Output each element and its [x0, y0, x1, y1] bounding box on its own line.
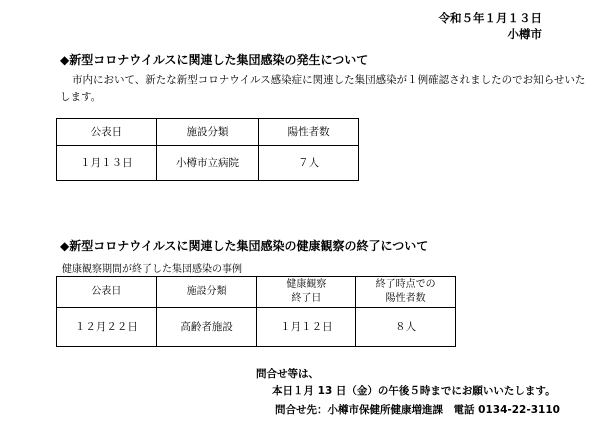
- section1-heading: ◆新型コロナウイルスに関連した集団感染の発生について: [60, 53, 369, 67]
- table1-header-facility: 施設分類: [156, 119, 259, 146]
- table2-cell-positives: ８人: [356, 308, 456, 347]
- issue-date: 令和５年１月１３日: [438, 11, 542, 25]
- table1-cell-facility: 小樽市立病院: [156, 146, 259, 181]
- section2-heading: ◆新型コロナウイルスに関連した集団感染の健康観察の終了について: [60, 239, 429, 253]
- table1-header-positives: 陽性者数: [259, 119, 359, 146]
- table2-cell-end-date: １月１２日: [257, 308, 356, 347]
- outbreak-table: [56, 118, 359, 181]
- table2-header-positives: [356, 277, 456, 308]
- observation-end-table: [56, 276, 456, 347]
- table1-cell-date: １月１３日: [57, 146, 157, 181]
- issuer: 小樽市: [507, 27, 542, 41]
- section2-note: 健康観察期間が終了した集団感染の事例: [62, 264, 242, 275]
- contact-deadline: 本日１月 13 日（金）の午後５時までにお願いいたします。: [272, 385, 556, 397]
- table2-header-positives-line1: 終了時点での: [375, 279, 436, 290]
- section1-body: [60, 72, 590, 106]
- table2-cell-facility: 高齢者施設: [156, 308, 257, 347]
- table2-header-date: 公表日: [57, 277, 157, 308]
- section1-body-text: 市内において、新たな新型コロナウイルス感染症に関連した集団感染が１例確認されましたのでお知らせいたします。: [60, 74, 586, 103]
- contact-intro: 問合せ等は、: [256, 368, 319, 380]
- table1-cell-positives: ７人: [259, 146, 359, 181]
- contact-info: 問合せ先：小樽市保健所健康増進課 電話 0134-22-3110: [275, 404, 560, 416]
- table2-header-positives-line2: 陽性者数: [385, 293, 426, 304]
- table2-header-end-date-line1: 健康観察: [286, 279, 327, 290]
- table2-cell-date: １２月２２日: [57, 308, 157, 347]
- table2-header-end-date-line2: 終了日: [291, 293, 322, 304]
- table2-header-end-date: [257, 277, 356, 308]
- table1-header-date: 公表日: [57, 119, 157, 146]
- table2-header-facility: 施設分類: [156, 277, 257, 308]
